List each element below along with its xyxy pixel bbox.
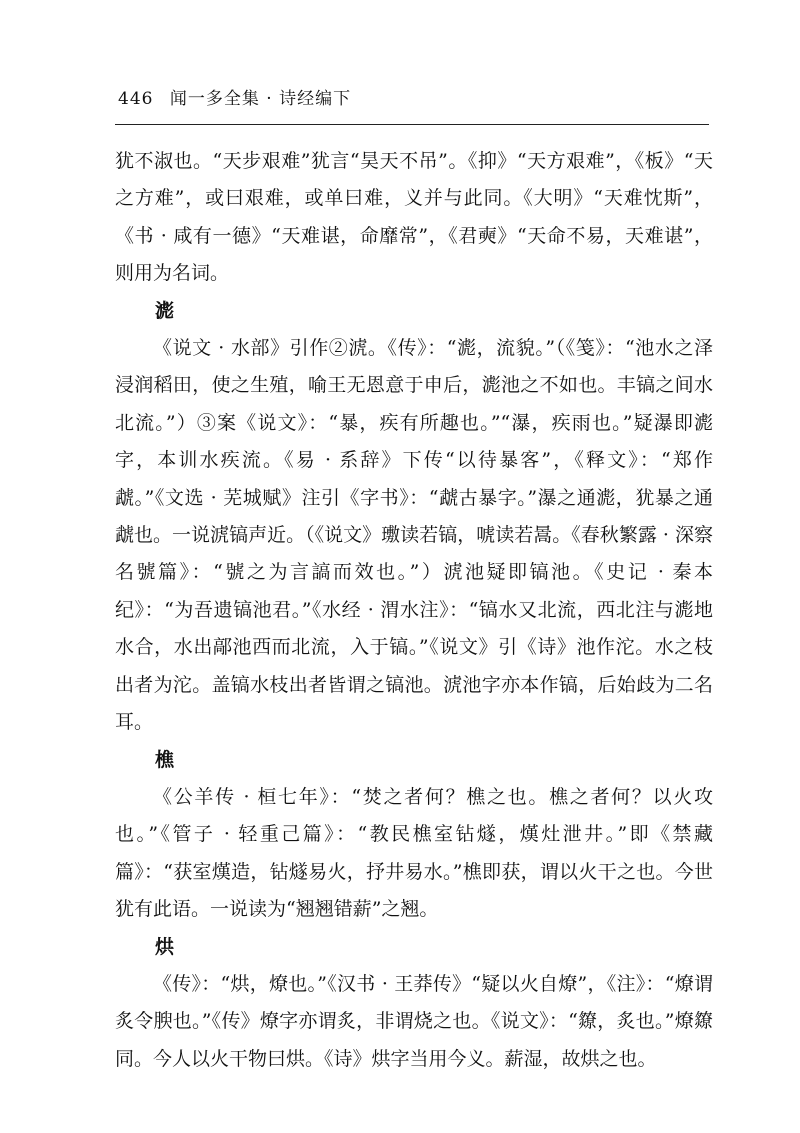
entry-paragraph-biao: 《说文 · 水部》引作②淲。《传》：“滮，流貌。”（《笺》：“池水之泽浸润稻田，使之生殖，喻王无恩意于申后，滮池之不如也。丰镐之间水北流。”）③案《说文》：“暴，疾有所趣也。”“瀑，疾雨也。”疑瀑即滮字，本训水疾流。《易 · 系辞》下传“以待暴客”，《释文》：“郑作虣。”《文选 · 芜城赋》注引《字书》：“虣古暴字。”瀑之通滮，犹暴之通虣也。一说淲镐声近。（《说文》璷读若镐，唬读若暠。《春秋繁露 · 深察名號篇》：“號之为言謞而效也。”）淲池疑即镐池。《史记 · 秦本纪》：“为吾遗镐池君。”《水经 · 渭水注》：“镐水又北流，西北注与滮地水合，水出鄗池西而北流，入于镐。”《说文》引《诗》池作沱。水之枝出者为沱。盖镐水枝出者皆谓之镐池。淲池字亦本作镐，后始歧为二名耳。 [115, 337, 713, 734]
entry-heading-hong: 烘 [155, 935, 175, 958]
header-rule [115, 124, 709, 125]
page-number: 446 [118, 89, 154, 109]
entry-heading-qiao: 樵 [155, 748, 175, 771]
page-body [115, 143, 713, 1078]
page-header [118, 88, 708, 110]
book-title: 闻一多全集 · 诗经编下 [169, 89, 352, 109]
entry-paragraph-qiao: 《公羊传 · 桓七年》：“焚之者何？樵之也。樵之者何？以火攻也。”《管子 · 轻重己篇》：“教民樵室钻燧，熯灶泄井。”即《禁藏篇》：“获室熯造，钻燧易火，抒井易水。”樵即获，谓以火干之也。今世犹有此语。一说读为“翘翘错薪”之翘。 [115, 785, 713, 921]
paragraph-continuation: 犹不淑也。“天步艰难”犹言“昊天不吊”。《抑》“天方艰难”，《板》“天之方难”，或曰艰难，或单曰难，义并与此同。《大明》“天难忱斯”，《书 · 咸有一德》“天难谌，命靡常”，《君奭》“天命不易，天难谌”，则用为名词。 [115, 150, 713, 285]
entry-heading-biao: 滮 [155, 299, 175, 322]
entry-paragraph-hong: 《传》：“烘，燎也。”《汉书 · 王莽传》“疑以火自燎”，《注》：“燎谓炙令腴也。”《传》燎字亦谓炙，非谓烧之也。《说文》：“爒，炙也。”燎爒同。今人以火干物曰烘。《诗》烘字当用今义。薪湿，故烘之也。 [115, 972, 713, 1070]
